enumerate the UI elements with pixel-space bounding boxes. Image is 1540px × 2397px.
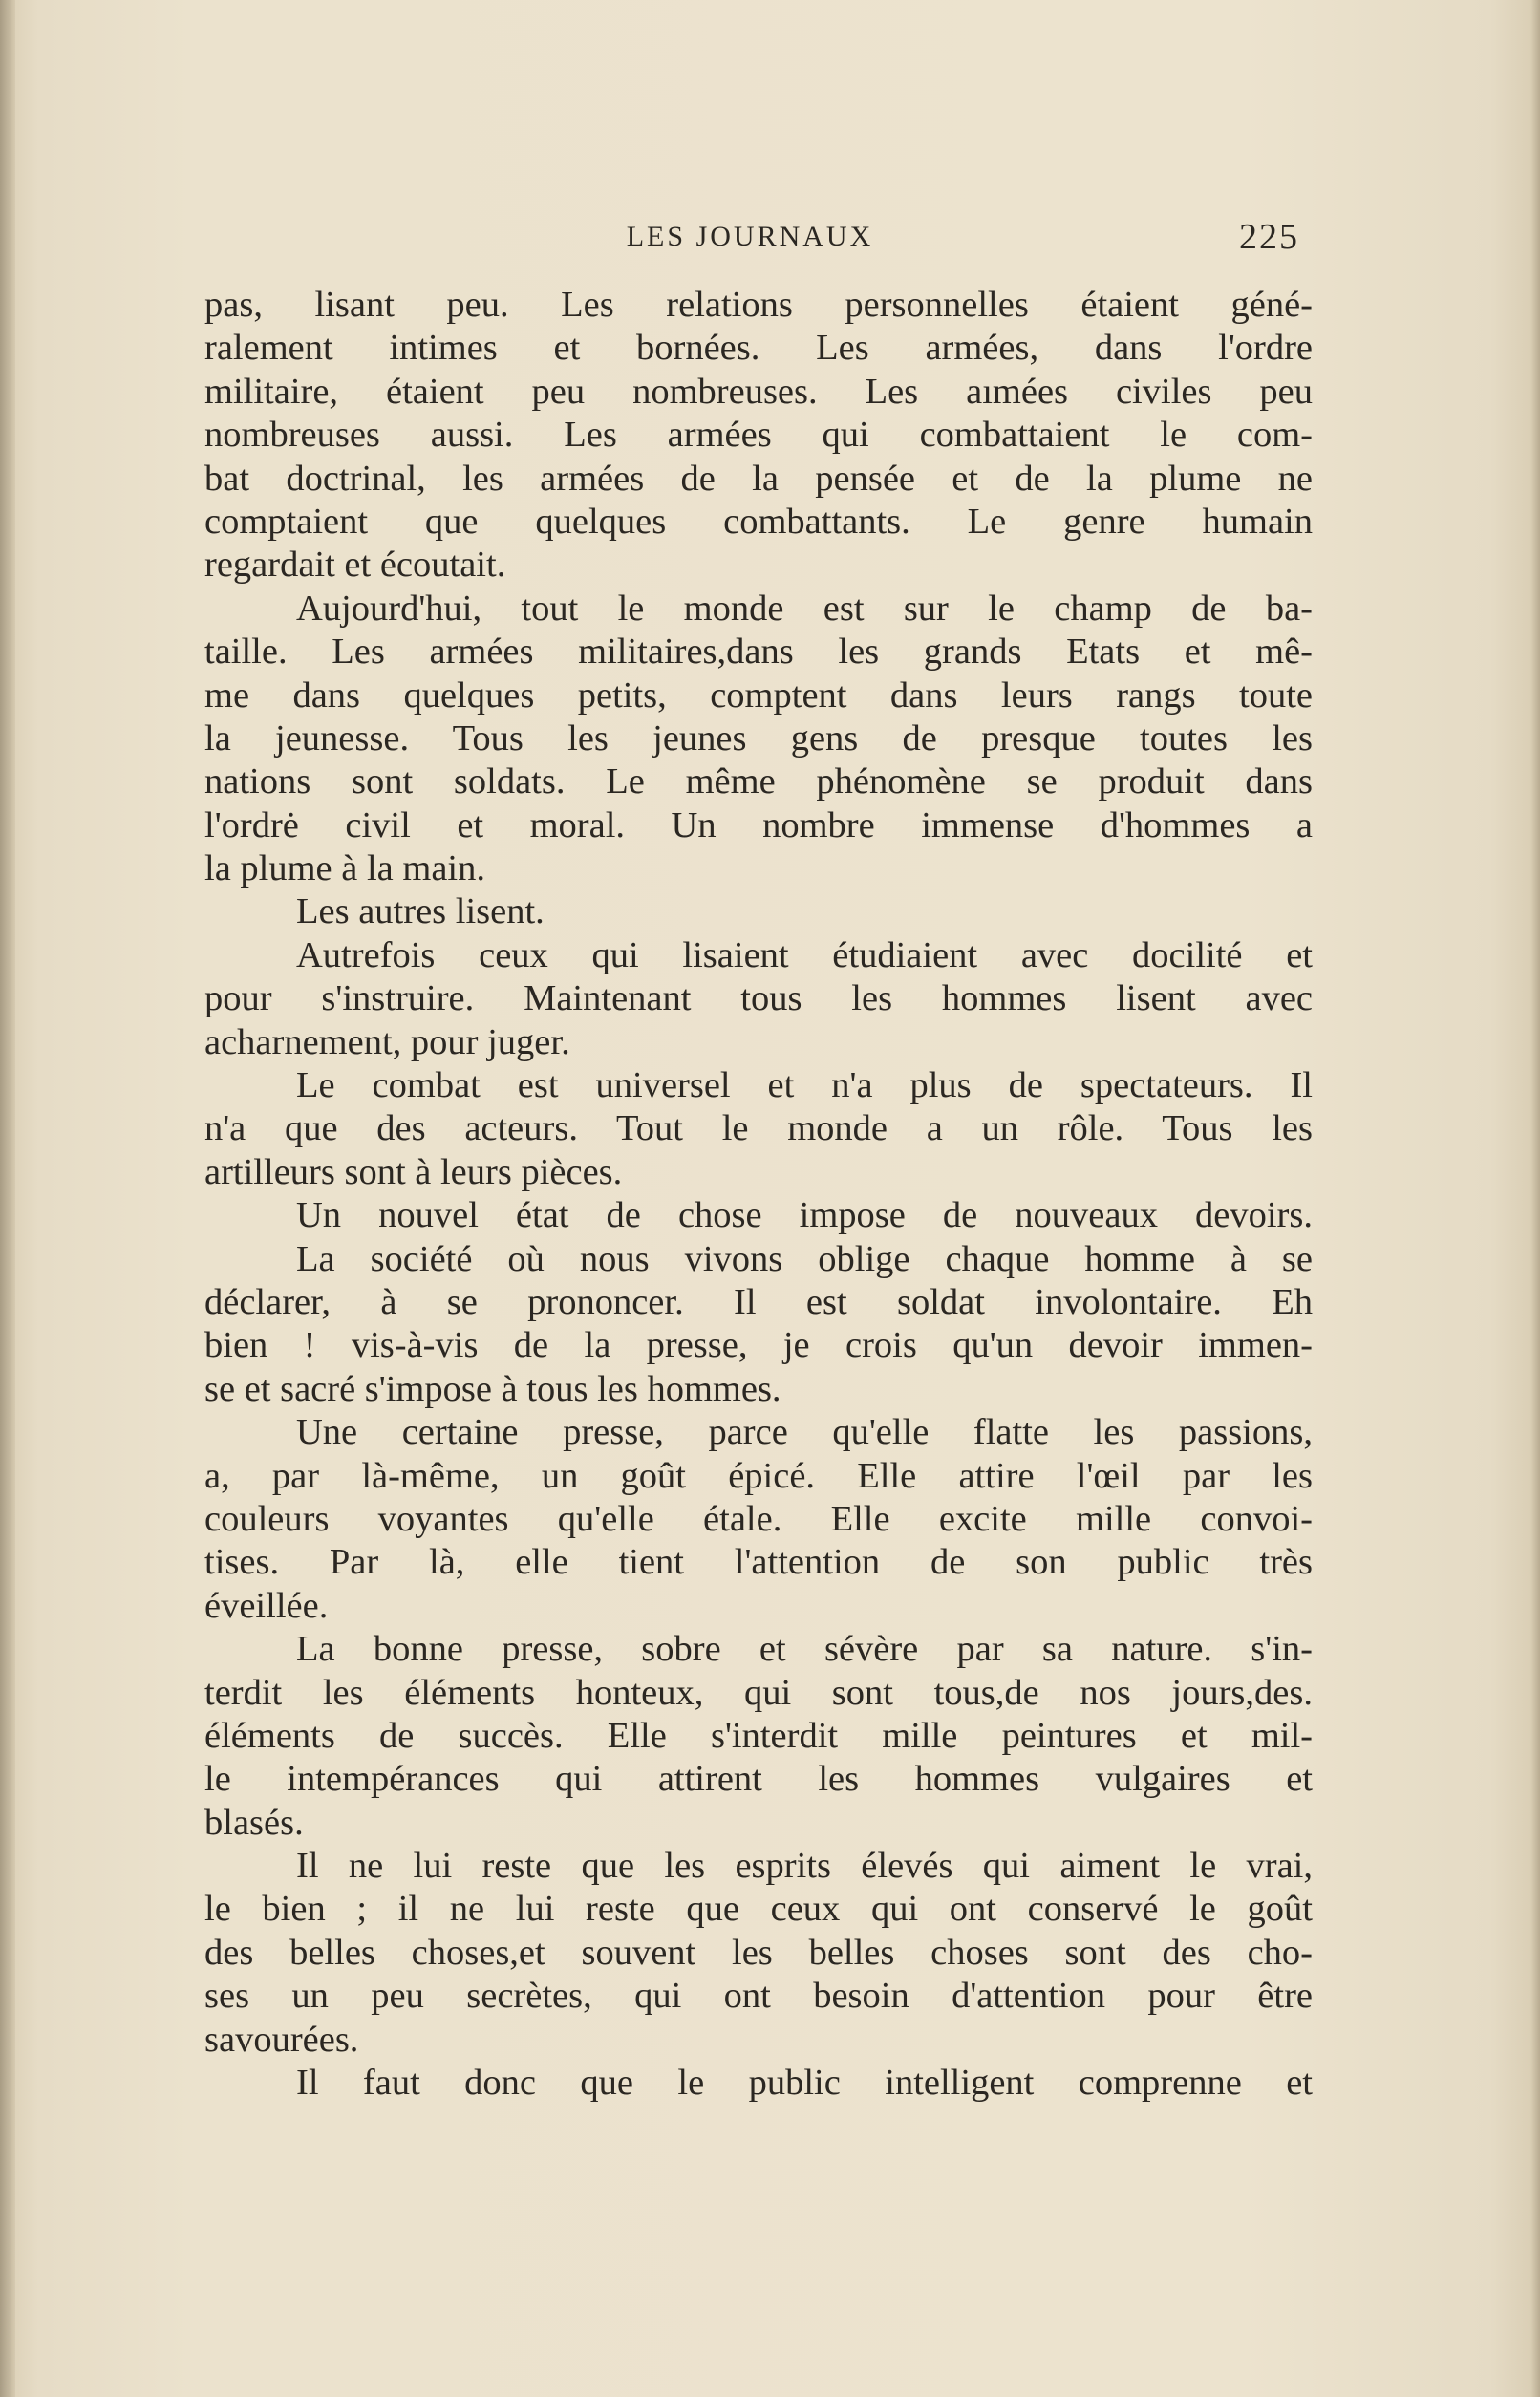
text-line: Il ne lui reste que les esprits élevés qui aiment le vrai, <box>296 1846 1313 1887</box>
text-line: savourées. <box>204 2019 359 2060</box>
text-line: l'ordrė civil et moral. Un nombre immense d'hommes a <box>204 804 1313 845</box>
text-line: la plume à la main. <box>204 848 485 889</box>
text-line: taille. Les armées militaires,dans les grands Etats et mê- <box>204 631 1313 673</box>
text-line: se et sacré s'impose à tous les hommes. <box>204 1368 781 1409</box>
text-line: artilleurs sont à leurs pièces. <box>204 1151 623 1192</box>
text-line: acharnement, pour juger. <box>204 1021 570 1062</box>
page-right-edge <box>1530 0 1540 2397</box>
text-line: pour s'instruire. Maintenant tous les hommes lisent avec <box>204 978 1313 1019</box>
running-title: LES JOURNAUX <box>626 221 874 252</box>
text-line: bat doctrinal, les armées de la pensée et de la plume ne <box>204 458 1313 499</box>
text-line: le intempérances qui attirent les hommes vulgaires et <box>204 1759 1313 1800</box>
text-line: La société où nous vivons oblige chaque homme à se <box>296 1238 1313 1279</box>
text-line: terdit les éléments honteux, qui sont tous,de nos jours,des. <box>204 1672 1313 1713</box>
text-line: éveillée. <box>204 1585 329 1626</box>
text-line: Un nouvel état de chose impose de nouveaux devoirs. <box>296 1195 1313 1236</box>
text-line: Il faut donc que le public intelligent comprenne et <box>296 2063 1313 2104</box>
text-line: militaire, étaient peu nombreuses. Les aımées civiles peu <box>204 371 1313 412</box>
text-line: la jeunesse. Tous les jeunes gens de presque toutes les <box>204 717 1313 759</box>
text-line: La bonne presse, sobre et sévère par sa nature. s'in- <box>296 1629 1313 1670</box>
text-line: Les autres lisent. <box>296 891 545 932</box>
text-line: bien ! vis-à-vis de la presse, je crois qu'un devoir immen- <box>204 1325 1313 1366</box>
text-line: ses un peu secrètes, qui ont besoin d'attention pour être <box>204 1976 1313 2017</box>
text-line: des belles choses,et souvent les belles choses sont des cho- <box>204 1932 1313 1973</box>
text-line: blasés. <box>204 1802 304 1843</box>
text-line: me dans quelques petits, comptent dans leurs rangs toute <box>204 674 1313 716</box>
text-line: le bien ; il ne lui reste que ceux qui ont conservé le goût <box>204 1889 1313 1930</box>
text-line: Le combat est universel et n'a plus de spectateurs. Il <box>296 1065 1313 1106</box>
text-line: n'a que des acteurs. Tout le monde a un rôle. Tous les <box>204 1108 1313 1149</box>
text-line: regardait et écoutait. <box>204 545 506 586</box>
page-left-edge <box>0 0 15 2397</box>
text-line: nations sont soldats. Le même phénomène se produit dans <box>204 761 1313 803</box>
text-line: nombreuses aussi. Les armées qui combattaient le com- <box>204 415 1313 456</box>
body-text <box>204 284 1313 2105</box>
running-head <box>201 218 1299 256</box>
text-line: Une certaine presse, parce qu'elle flatte les passions, <box>296 1412 1313 1453</box>
page-number: 225 <box>1239 217 1299 257</box>
text-line: couleurs voyantes qu'elle étale. Elle excite mille convoi- <box>204 1498 1313 1539</box>
text-line: déclarer, à se prononcer. Il est soldat involontaire. Eh <box>204 1281 1313 1322</box>
text-line: Aujourd'hui, tout le monde est sur le champ de ba- <box>296 588 1313 629</box>
text-line: ralement intimes et bornées. Les armées, dans l'ordre <box>204 328 1313 369</box>
text-line: a, par là-même, un goût épicé. Elle attire l'œil par les <box>204 1455 1313 1496</box>
text-line: pas, lisant peu. Les relations personnelles étaient géné- <box>204 285 1313 325</box>
text-line: Autrefois ceux qui lisaient étudiaient avec docilité et <box>296 934 1313 975</box>
text-line: comptaient que quelques combattants. Le genre humain <box>204 501 1313 542</box>
text-line: tises. Par là, elle tient l'attention de son public très <box>204 1542 1313 1583</box>
text-line: éléments de succès. Elle s'interdit mille peintures et mil- <box>204 1715 1313 1756</box>
